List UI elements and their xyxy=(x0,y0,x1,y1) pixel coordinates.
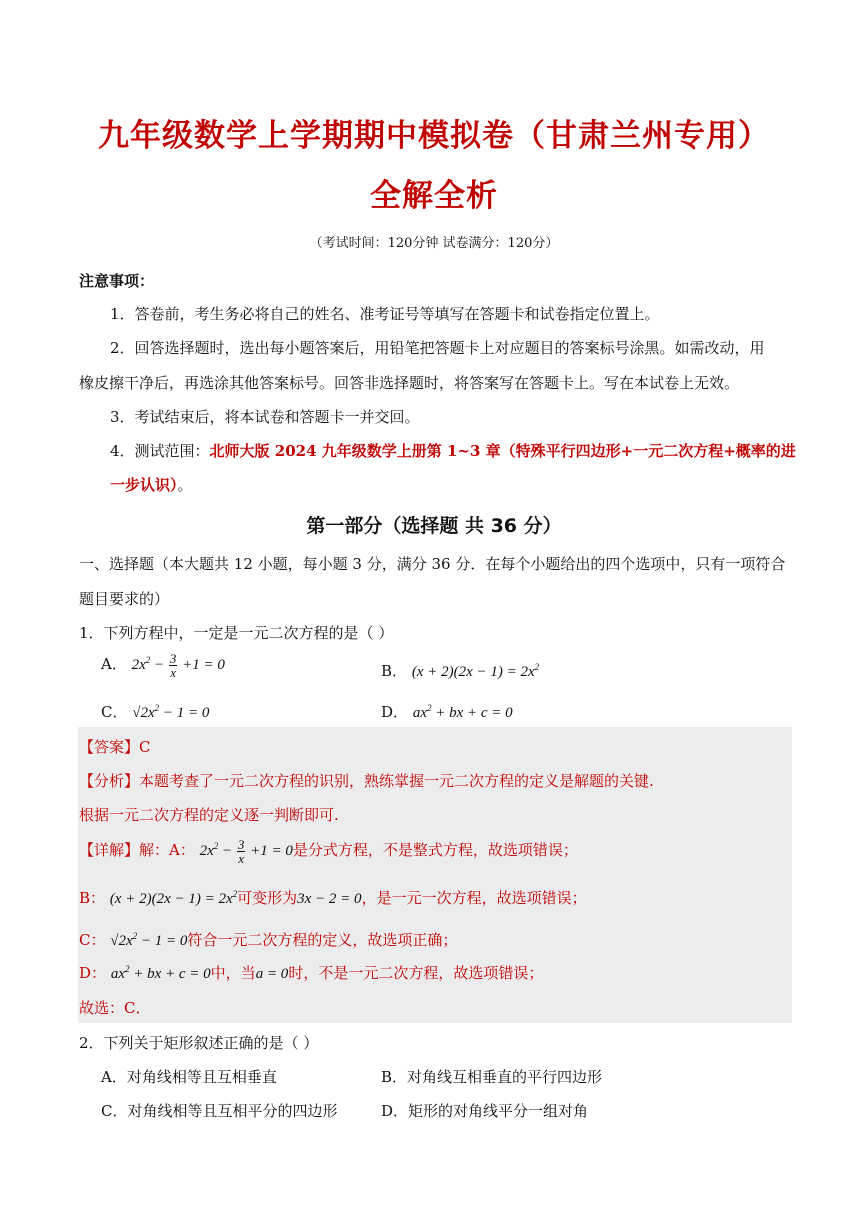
note-item-1: 1．答卷前，考生务必将自己的姓名、准考证号等填写在答题卡和试卷指定位置上。 xyxy=(110,305,660,323)
test-scope-cont: 一步认识） xyxy=(110,476,178,494)
q1-detail-b-mid: 可变形为 xyxy=(237,889,298,907)
q2-option-d: D．矩形的对角线平分一组对角 xyxy=(381,1102,589,1120)
q1-detail-a xyxy=(79,838,578,865)
q1-detail-b-math2: 3x − 2 = 0 xyxy=(297,891,362,907)
q1-detail-b-text: ，是一元一次方程，故选项错误； xyxy=(361,889,587,907)
q1-detail-c-text: 符合一元二次方程的定义，故选项正确； xyxy=(187,931,458,949)
q1-detail-b-label: B： xyxy=(79,889,106,907)
note-item-4-end: 。 xyxy=(177,476,193,494)
q2-option-a: A．对角线相等且互相垂直 xyxy=(101,1068,277,1086)
q1-detail-d-math2: a = 0 xyxy=(255,966,289,982)
q1-option-a xyxy=(101,652,225,679)
part1-instructions-line1: 一、选择题（本大题共 12 小题，每小题 3 分，满分 36 分．在每个小题给出的四个选项中，只有一项符合 xyxy=(79,555,786,573)
q1-detail-b-math: $(x + 2)(2x - 1) = 2x^2$ xyxy=(109,889,238,907)
q1-option-c xyxy=(101,701,209,722)
q1-detail-b xyxy=(79,887,587,908)
q1-option-d xyxy=(381,701,513,722)
q1-option-d-label: D． xyxy=(381,703,409,721)
q2-option-c: C．对角线相等且互相平分的四边形 xyxy=(101,1102,338,1120)
q1-analysis-line2: 根据一元二次方程的定义逐一判断即可. xyxy=(79,806,339,824)
q1-detail-d-mid: 中，当 xyxy=(210,964,256,982)
q1-option-d-math: $ax^2$ + bx + c = 0 xyxy=(412,703,513,721)
notes-heading: 注意事项： xyxy=(79,272,155,290)
q1-detail-c-math: $√2x^2 - 1 = 0$ xyxy=(110,931,188,949)
q1-option-a-math: $2x^2$ − $\frac{3}{x}$ +1 = 0 xyxy=(131,651,225,680)
q1-detail-a-text: 是分式方程，不是整式方程，故选项错误； xyxy=(292,840,578,859)
note-item-4-prefix: 4．测试范围： xyxy=(110,442,210,460)
q1-detail-d xyxy=(79,962,543,983)
q1-conclusion: 故选：C． xyxy=(79,999,151,1017)
note-item-4-line1 xyxy=(110,440,796,461)
q1-option-b-label: B． xyxy=(381,662,408,680)
page-title: 九年级数学上学期期中模拟卷（甘肃兰州专用） xyxy=(98,118,770,154)
q1-analysis-line1: 【分析】本题考查了一元二次方程的识别，熟练掌握一元二次方程的定义是解题的关键. xyxy=(79,772,654,790)
note-item-4-line2 xyxy=(110,474,193,495)
q1-detail-a-math: $2x^2$ − $\frac{3}{x}$ +1 = 0 xyxy=(199,837,293,866)
q1-stem: 1．下列方程中，一定是一元二次方程的是（ ） xyxy=(79,624,394,642)
q1-answer: 【答案】C xyxy=(79,738,151,756)
test-scope: 北师大版 2024 九年级数学上册第 1~3 章（特殊平行四边形+一元二次方程+概率的进 xyxy=(209,442,796,460)
q1-detail-c xyxy=(79,929,457,950)
part1-instructions-line2: 题目要求的） xyxy=(79,590,170,608)
q1-detail-c-label: C： xyxy=(79,931,106,949)
q1-detail-d-label: D： xyxy=(79,964,107,982)
q2-stem: 2．下列关于矩形叙述正确的是（ ） xyxy=(79,1034,319,1052)
page-subtitle: 全解全析 xyxy=(370,178,498,214)
part1-heading: 第一部分（选择题 共 36 分） xyxy=(306,515,562,537)
q2-option-b: B．对角线互相垂直的平行四边形 xyxy=(381,1068,603,1086)
q1-option-b xyxy=(381,660,539,681)
q1-detail-prefix: 【详解】解：A： xyxy=(79,840,195,859)
note-item-3: 3．考试结束后，将本试卷和答题卡一并交回。 xyxy=(110,408,420,426)
q1-detail-d-math: $ax^2$ + bx + c = 0 xyxy=(110,964,211,982)
note-item-2-line1: 2．回答选择题时，选出每小题答案后，用铅笔把答题卡上对应题目的答案标号涂黑。如需改动，用 xyxy=(110,339,765,357)
q1-option-c-math: $√2x^2 - 1 = 0$ xyxy=(132,703,210,721)
q1-option-a-label: A． xyxy=(101,654,127,673)
q1-detail-d-text: 时，不是一元二次方程，故选项错误； xyxy=(288,964,544,982)
q1-option-b-math: $(x + 2)(2x - 1) = 2x^2$ xyxy=(411,662,540,680)
note-item-2-line2: 橡皮擦干净后，再选涂其他答案标号。回答非选择题时，将答案写在答题卡上。写在本试卷上无效。 xyxy=(79,374,740,392)
q1-option-c-label: C． xyxy=(101,703,128,721)
exam-info: （考试时间：120分钟 试卷满分：120分） xyxy=(309,236,559,251)
